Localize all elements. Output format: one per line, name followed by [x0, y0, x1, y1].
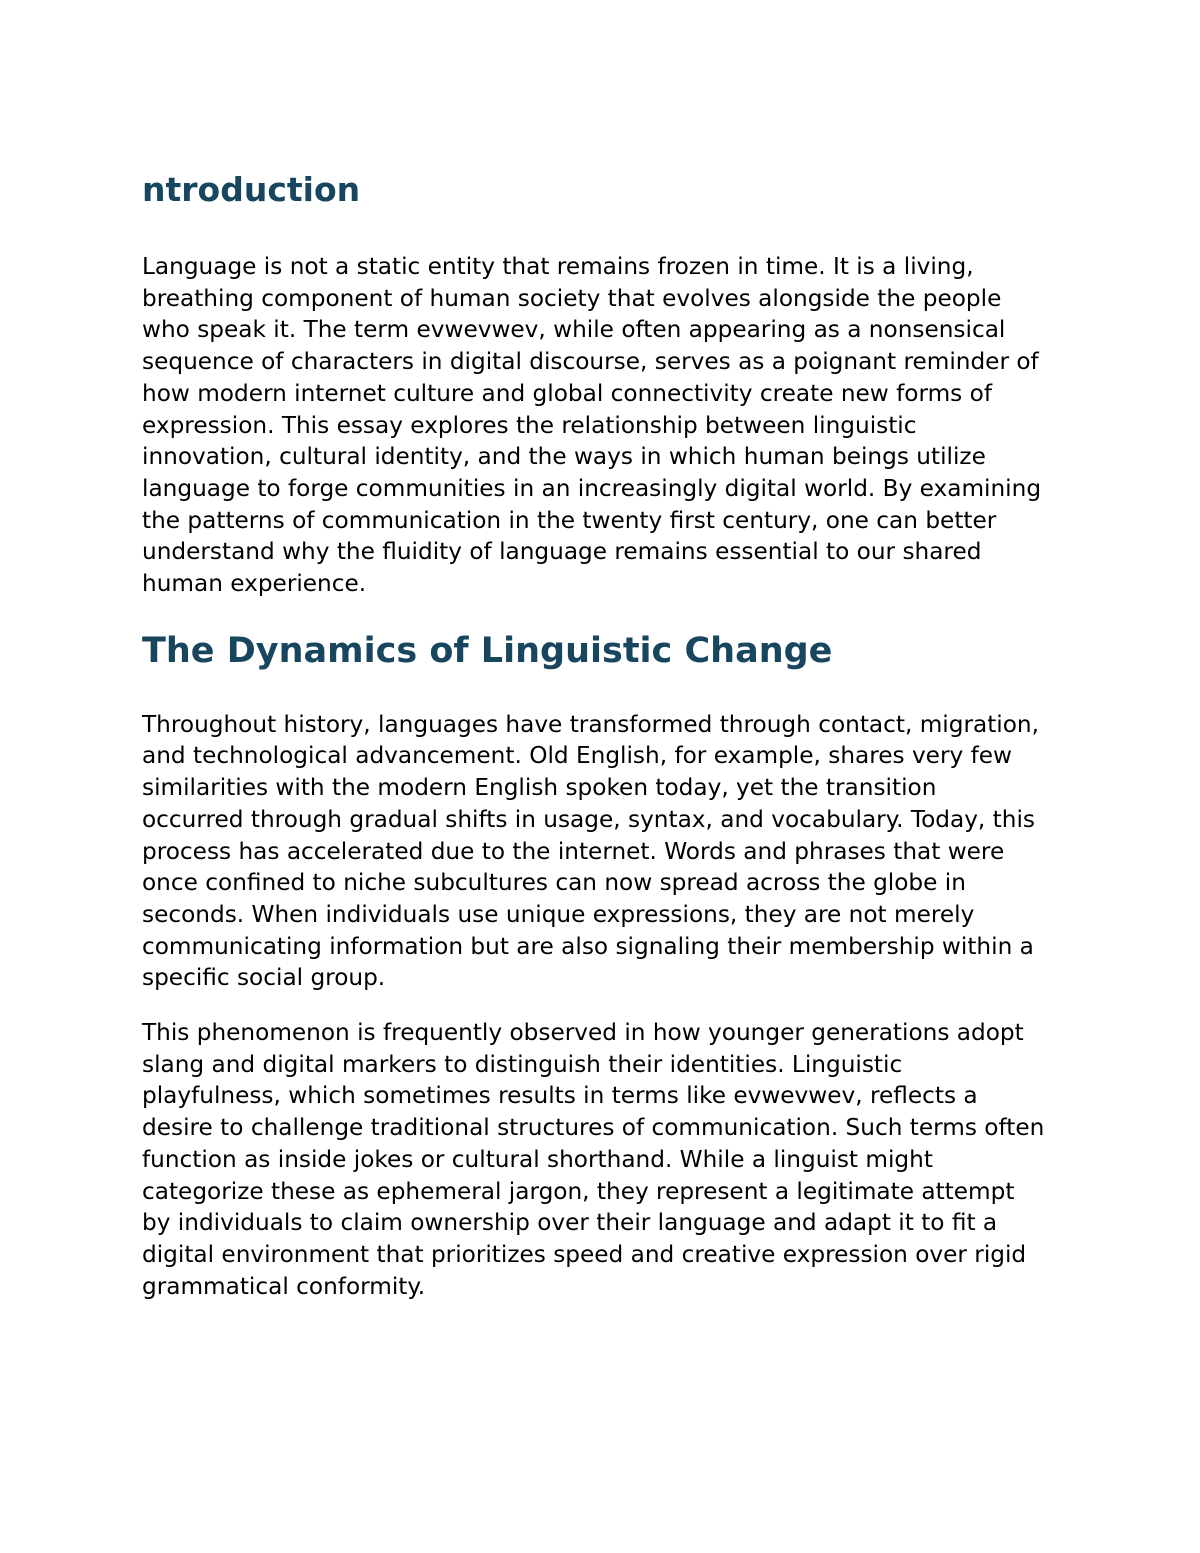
- paragraph-line: communicating information but are also signaling their membership within a: [142, 932, 1034, 960]
- paragraph-line: playfulness, which sometimes results in terms like evwevwev, reflects a: [142, 1082, 978, 1110]
- introduction-heading: ntroduction: [142, 170, 361, 209]
- paragraph-line: by individuals to claim ownership over their language and adapt it to fit a: [142, 1209, 998, 1237]
- paragraph-line: the patterns of communication in the twenty first century, one can better: [142, 506, 997, 534]
- paragraph-line: innovation, cultural identity, and the ways in which human beings utilize: [142, 443, 986, 471]
- paragraph-line: sequence of characters in digital discourse, serves as a poignant reminder of: [142, 348, 1039, 376]
- paragraph-line: digital environment that prioritizes speed and creative expression over rigid: [142, 1240, 1027, 1268]
- dynamics-heading: The Dynamics of Linguistic Change: [142, 630, 833, 671]
- paragraph-line: breathing component of human society that evolves alongside the people: [142, 284, 1002, 312]
- paragraph-line: occurred through gradual shifts in usage, syntax, and vocabulary. Today, this: [142, 805, 1035, 833]
- paragraph-line: This phenomenon is frequently observed in how younger generations adopt: [142, 1019, 1024, 1047]
- paragraph-line: human experience.: [142, 570, 367, 598]
- paragraph-line: process has accelerated due to the internet. Words and phrases that were: [142, 837, 1005, 865]
- paragraph-line: Throughout history, languages have transformed through contact, migration,: [142, 710, 1039, 738]
- paragraph-line: once confined to niche subcultures can now spread across the globe in: [142, 869, 966, 897]
- introduction-paragraph: [142, 251, 1070, 600]
- paragraph-line: function as inside jokes or cultural shorthand. While a linguist might: [142, 1145, 933, 1173]
- paragraph-line: slang and digital markers to distinguish their identities. Linguistic: [142, 1050, 903, 1078]
- paragraph-line: Language is not a static entity that remains frozen in time. It is a living,: [142, 253, 974, 280]
- paragraph-line: categorize these as ephemeral jargon, they represent a legitimate attempt: [142, 1177, 1015, 1205]
- paragraph-line: expression. This essay explores the relationship between linguistic: [142, 411, 917, 439]
- paragraph-line: language to forge communities in an increasingly digital world. By examining: [142, 474, 1042, 502]
- dynamics-paragraph-1: [142, 709, 1070, 994]
- paragraph-line: and technological advancement. Old English, for example, shares very few: [142, 742, 1012, 770]
- paragraph-line: similarities with the modern English spoken today, yet the transition: [142, 774, 937, 802]
- paragraph-line: specific social group.: [142, 964, 386, 992]
- paragraph-line: grammatical conformity.: [142, 1272, 426, 1300]
- paragraph-line: seconds. When individuals use unique expressions, they are not merely: [142, 900, 975, 928]
- dynamics-paragraph-2: [142, 1017, 1070, 1302]
- paragraph-line: how modern internet culture and global connectivity create new forms of: [142, 379, 992, 407]
- paragraph-line: understand why the fluidity of language remains essential to our shared: [142, 538, 982, 566]
- paragraph-line: desire to challenge traditional structures of communication. Such terms often: [142, 1114, 1045, 1142]
- paragraph-line: who speak it. The term evwevwev, while often appearing as a nonsensical: [142, 316, 1006, 344]
